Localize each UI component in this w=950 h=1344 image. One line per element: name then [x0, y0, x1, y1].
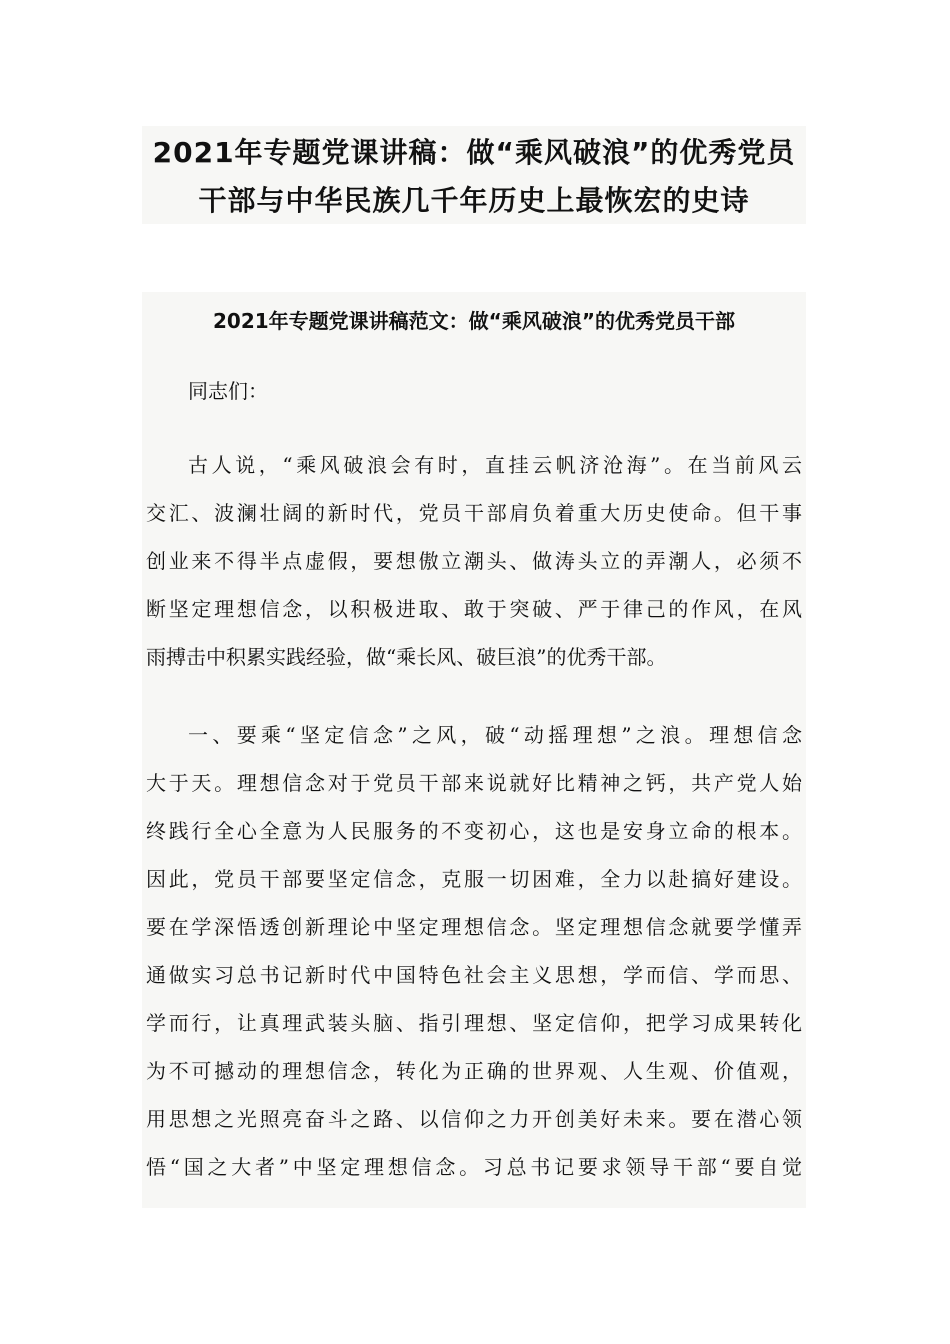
paragraph-1-line-4: 断坚定理想信念，以积极进取、敢于突破、严于律己的作风，在风 — [146, 597, 802, 621]
paragraph-1-line-2: 交汇、波澜壮阔的新时代，党员干部肩负着重大历史使命。但干事 — [146, 501, 802, 525]
paragraph-2-line-1: 一、要乘“坚定信念”之风，破“动摇理想”之浪。理想信念 — [188, 723, 802, 747]
document-title — [142, 126, 806, 224]
paragraph-2-line-7: 学而行，让真理武装头脑、指引理想、坚定信仰，把学习成果转化 — [146, 1011, 802, 1035]
paragraph-2-line-8: 为不可撼动的理想信念，转化为正确的世界观、人生观、价值观， — [146, 1059, 802, 1083]
paragraph-2-line-2: 大于天。理想信念对于党员干部来说就好比精神之钙，共产党人始 — [146, 771, 802, 795]
paragraph-1-line-1: 古人说，“乘风破浪会有时，直挂云帆济沧海”。在当前风云 — [188, 453, 802, 477]
article-body — [142, 292, 806, 1208]
paragraph-2-line-3: 终践行全心全意为人民服务的不变初心，这也是安身立命的根本。 — [146, 819, 802, 843]
paragraph-2-line-5: 要在学深悟透创新理论中坚定理想信念。坚定理想信念就要学懂弄 — [146, 915, 802, 939]
paragraph-2-line-9: 用思想之光照亮奋斗之路、以信仰之力开创美好未来。要在潜心领 — [146, 1107, 802, 1131]
paragraph-1-line-3: 创业来不得半点虚假，要想傲立潮头、做涛头立的弄潮人，必须不 — [146, 549, 802, 573]
salutation: 同志们： — [188, 379, 268, 403]
title-line-1: 2021年专题党课讲稿：做“乘风破浪”的优秀党员 — [152, 136, 796, 169]
paragraph-2-line-4: 因此，党员干部要坚定信念，克服一切困难，全力以赴搞好建设。 — [146, 867, 802, 891]
paragraph-1-line-5: 雨搏击中积累实践经验，做“乘长风、破巨浪”的优秀干部。 — [146, 645, 667, 669]
article-subtitle: 2021年专题党课讲稿范文：做“乘风破浪”的优秀党员干部 — [213, 309, 735, 333]
title-line-2: 干部与中华民族几千年历史上最恢宏的史诗 — [198, 184, 750, 217]
paragraph-2-line-6: 通做实习总书记新时代中国特色社会主义思想，学而信、学而思、 — [146, 963, 802, 987]
paragraph-2-line-10: 悟“国之大者”中坚定理想信念。习总书记要求领导干部“要自觉 — [146, 1155, 802, 1179]
